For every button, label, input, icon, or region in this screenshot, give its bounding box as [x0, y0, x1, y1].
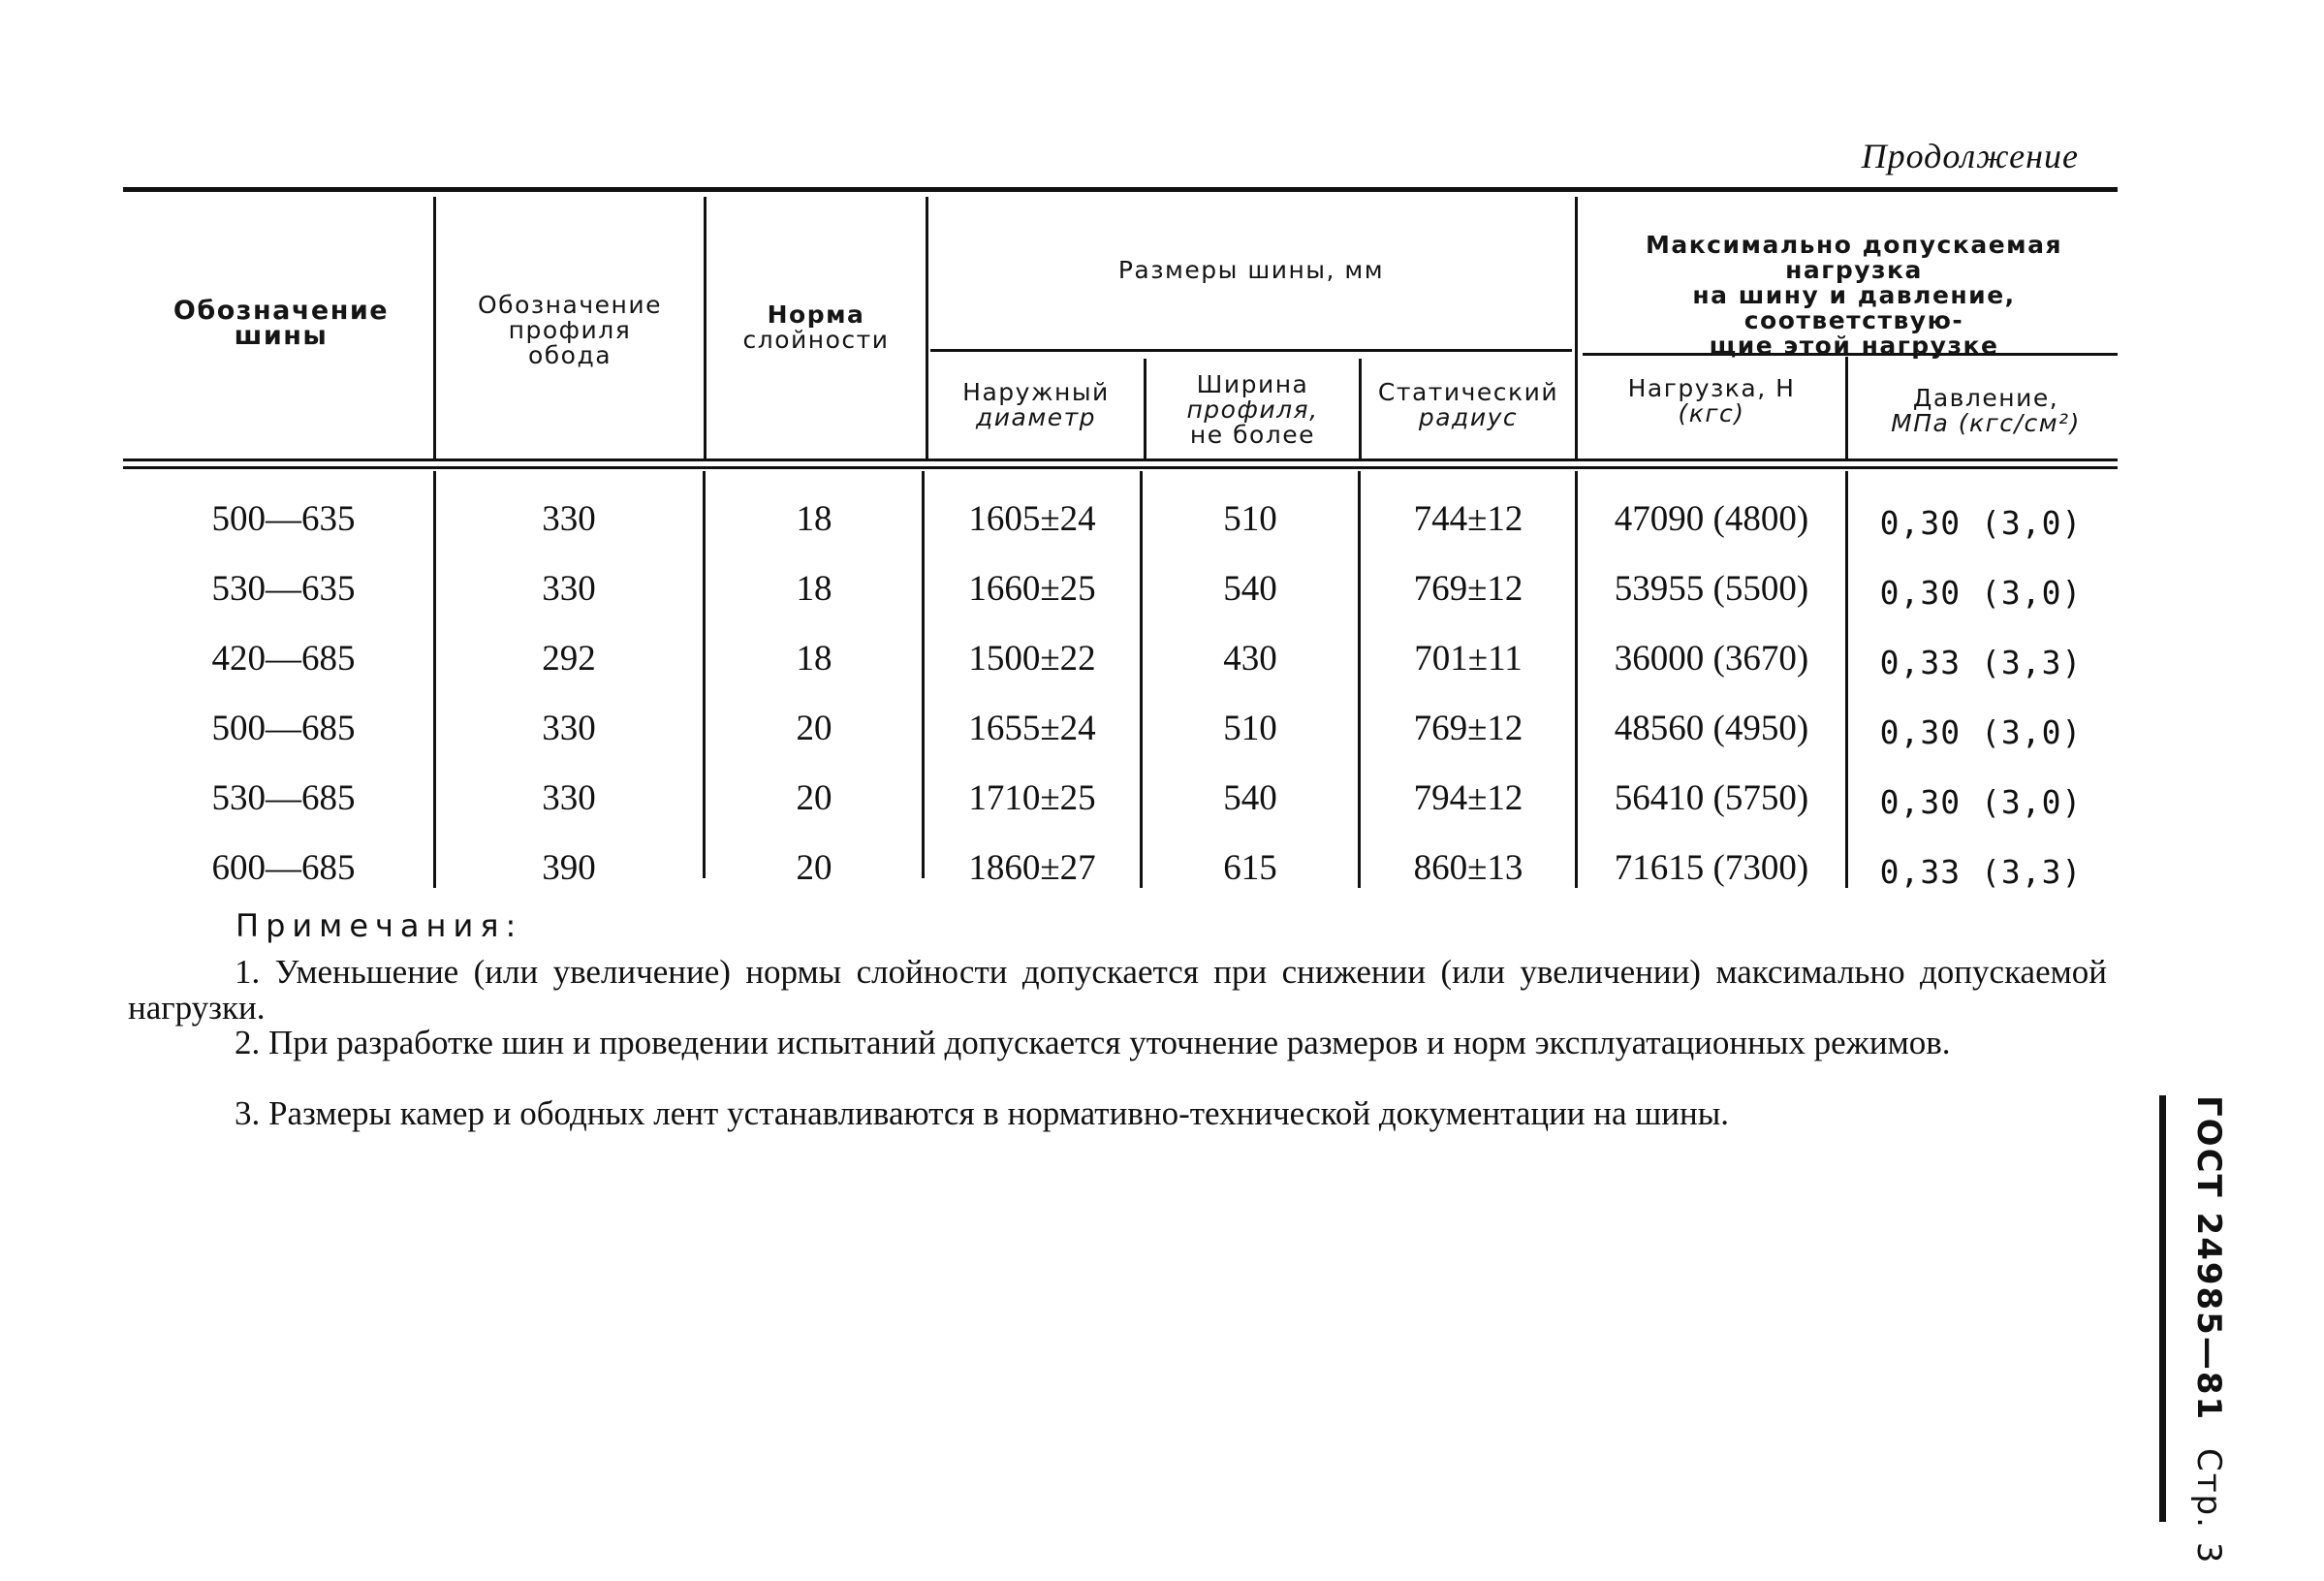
header-divider-5: [1359, 359, 1362, 458]
body-divider-6: [1575, 471, 1578, 888]
cell-tire-designation: 420—685: [211, 639, 356, 679]
cell-pressure: 0,30 (3,0): [1879, 574, 2083, 612]
header-ply-rating: Норма слойности: [742, 300, 890, 354]
header-pressure: Давление, МПа (кгс/см²): [1891, 384, 2081, 437]
cell-tire-designation: 530—685: [211, 778, 356, 818]
cell-load: 36000 (3670): [1614, 639, 1809, 679]
cell-rim-profile: 292: [542, 639, 596, 679]
cell-ply-rating: 20: [796, 778, 832, 818]
cell-static-radius: 794±12: [1413, 778, 1523, 818]
note-item: 1. Уменьшение (или увеличение) нормы слойности допускается при снижении (или увеличении) максимально допускаемой нагрузки.: [128, 953, 2107, 1027]
header-tire-sizes: Размеры шины, мм: [1117, 256, 1385, 284]
cell-rim-profile: 330: [542, 499, 596, 539]
body-divider-7: [1845, 471, 1848, 888]
cell-ply-rating: 20: [796, 848, 832, 888]
cell-profile-width: 615: [1223, 848, 1277, 888]
cell-profile-width: 510: [1223, 709, 1277, 748]
subheader-rule-sizes: [930, 349, 1572, 352]
table-top-rule: [123, 187, 2118, 192]
cell-pressure: 0,30 (3,0): [1879, 504, 2083, 542]
cell-rim-profile: 330: [542, 569, 596, 609]
header-load: Нагрузка, Н (кгс): [1627, 374, 1796, 427]
cell-tire-designation: 530—635: [211, 569, 356, 609]
cell-profile-width: 540: [1223, 569, 1277, 609]
header-divider-1: [433, 197, 436, 458]
cell-static-radius: 860±13: [1413, 848, 1523, 888]
cell-ply-rating: 18: [796, 569, 832, 609]
cell-static-radius: 744±12: [1413, 499, 1523, 539]
cell-tire-designation: 500—685: [211, 709, 356, 748]
body-divider-1: [433, 471, 436, 888]
header-divider-3: [926, 197, 928, 458]
standard-number: ГОСТ 24985—81: [2189, 1095, 2228, 1422]
notes-title: Примечания:: [236, 907, 523, 944]
cell-outer-diameter: 1860±27: [968, 848, 1096, 888]
cell-static-radius: 769±12: [1413, 569, 1523, 609]
page-number: Стр. 3: [2189, 1448, 2228, 1565]
header-static-radius: Статический радиус: [1377, 378, 1559, 431]
cell-load: 53955 (5500): [1614, 569, 1809, 609]
cell-load: 56410 (5750): [1614, 778, 1809, 818]
cell-load: 71615 (7300): [1614, 848, 1809, 888]
header-outer-diameter: Наружный диаметр: [962, 378, 1110, 431]
cell-tire-designation: 500—635: [211, 499, 356, 539]
body-divider-3: [922, 471, 925, 878]
cell-outer-diameter: 1710±25: [968, 778, 1096, 818]
cell-tire-designation: 600—685: [211, 848, 356, 888]
header-bottom-rule-1: [123, 458, 2118, 461]
cell-profile-width: 510: [1223, 499, 1277, 539]
header-divider-4: [1144, 359, 1146, 458]
cell-load: 48560 (4950): [1614, 709, 1809, 748]
note-item: 2. При разработке шин и проведении испытаний допускается уточнение размеров и норм эксплуатационных режимов.: [235, 1024, 1951, 1061]
cell-pressure: 0,33 (3,3): [1879, 853, 2083, 891]
body-divider-4: [1140, 471, 1143, 888]
cell-ply-rating: 18: [796, 499, 832, 539]
header-bottom-rule-2: [123, 466, 2118, 469]
header-tire-designation: Обозначение шины: [173, 296, 390, 351]
header-profile-width: Ширина профиля, не более: [1186, 370, 1319, 449]
cell-rim-profile: 390: [542, 848, 596, 888]
standard-footer: [2183, 1095, 2228, 1565]
cell-ply-rating: 20: [796, 709, 832, 748]
cell-pressure: 0,30 (3,0): [1879, 783, 2083, 821]
header-divider-7: [1845, 357, 1848, 458]
cell-outer-diameter: 1660±25: [968, 569, 1096, 609]
cell-static-radius: 701±11: [1414, 639, 1523, 679]
note-item: 3. Размеры камер и ободных лент устанавливаются в нормативно-технической документации на шины.: [235, 1094, 1729, 1132]
side-rule: [2159, 1095, 2166, 1522]
body-divider-5: [1358, 471, 1361, 888]
header-divider-2: [704, 197, 707, 458]
cell-profile-width: 540: [1223, 778, 1277, 818]
cell-pressure: 0,33 (3,3): [1879, 644, 2083, 681]
body-divider-2: [703, 471, 706, 878]
cell-outer-diameter: 1500±22: [968, 639, 1096, 679]
header-max-load-group: Максимально допускаемая нагрузка на шину и давление, соответствую- щие этой нагрузке: [1645, 231, 2063, 360]
cell-rim-profile: 330: [542, 778, 596, 818]
cell-static-radius: 769±12: [1413, 709, 1523, 748]
cell-load: 47090 (4800): [1614, 499, 1809, 539]
header-rim-profile: Обозначение профиля обода: [478, 291, 662, 369]
cell-outer-diameter: 1605±24: [968, 499, 1096, 539]
cell-rim-profile: 330: [542, 709, 596, 748]
cell-outer-diameter: 1655±24: [968, 709, 1096, 748]
continuation-label: Продолжение: [1861, 137, 2079, 175]
cell-ply-rating: 18: [796, 639, 832, 679]
cell-profile-width: 430: [1223, 639, 1277, 679]
cell-pressure: 0,30 (3,0): [1879, 713, 2083, 751]
